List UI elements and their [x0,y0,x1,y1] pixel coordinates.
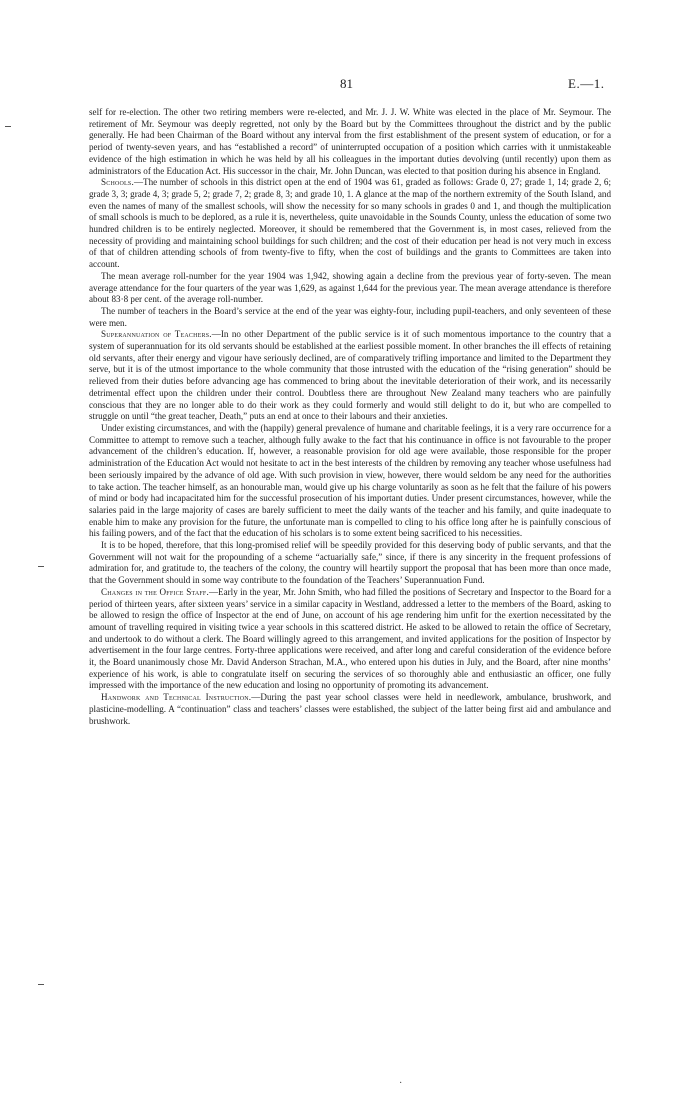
paragraph-text: —In no other Department of the public service is it of such momentous importance to the country that a system of superannuation for its old servants should be established at the earliest possible moment. In other branches the ill effects of retaining old servants, after their energy and vigour have seriously declined, are of comparatively trifling importance and limited to the Department they serve, but it is of the utmost importance to the whole community that those intrusted with the education of the “rising generation” should be relieved from their duties before advancing age has commenced to bring about the inevitable deterioration of their work, and its necessarily detrimental effect upon the children under their control. Doubtless there are throughout New Zealand many teachers who are painfully conscious that they are no longer able to do their work as they could formerly and would still delight to do it, but who are compelled to struggle on until “the great teacher, Death,” puts an end at once to their labours and their anxieties. [89,329,612,422]
footer-mark: · [399,1078,403,1089]
paragraph-continuation [89,107,611,177]
paragraph-superannuation [89,329,611,423]
paragraph-schools [89,177,611,271]
document-code: E.—1. [568,76,605,91]
paragraph-hoped-relief [89,540,611,587]
margin-mark [38,566,44,567]
paragraph-attendance [89,271,611,306]
paragraph-office-staff [89,587,611,692]
section-heading: Changes in the Office Staff. [101,586,209,597]
margin-mark [38,984,44,985]
section-heading: Superannuation of Teachers. [101,329,212,340]
paragraph-existing-circumstances [89,423,611,540]
section-heading: Handwork and Technical Instruction. [101,692,252,703]
paragraph-text: —Early in the year, Mr. John Smith, who had filled the positions of Secretary and Inspector to the Board for a period of thirteen years, after sixteen years’ service in a similar capacity in Westland, addressed a letter to the members of the Board, asking to be allowed to resign the office of Inspector at the end of June, on account of his age rendering him unfit for the exertion necessitated by the amount of travelling required in visiting twice a year schools in this scattered district. He asked to be allowed to retain the office of Secretary, and undertook to do without a clerk. The Board willingly agreed to this arrangement, and invited applications for the position of Inspector by advertisement in the four large centres. Forty-three applications were received, and after long and careful consideration of the evidence before it, the Board unanimously chose Mr. David Anderson Strachan, M.A., who entered upon his duties in July, and the Board, after nine months’ experience of his work, is able to congratulate itself on securing the services of so thoroughly able and enthusiastic an officer, one fully impressed with the importance of the new education and losing no opportunity of promoting its advancement. [89,586,611,691]
paragraph-handwork [89,692,611,727]
paragraph-text: The mean average roll-number for the year 1904 was 1,942, showing again a decline from the previous year of forty-seven. The mean average attendance for the four quarters of the year was 1,629, as against 1,644 for the previous year. The mean average attendance is therefore about 83·8 per cent. of the average roll-number. [89,270,611,305]
paragraph-text: —During the past year school classes were held in needlework, ambulance, brushwork, and plasticine-modelling. A “continuation” class and teachers’ classes were established, the subject of the latter being first aid and ambulance and brushwork. [89,692,611,726]
section-heading: Schools. [101,177,134,188]
margin-mark [5,126,11,127]
paragraph-text: —The number of schools in this district open at the end of 1904 was 61, graded as follows: Grade 0, 27; grade 1, 14; grade 2, 6; grade 3, 3; grade 4, 3; grade 5, 2; grade 7, 2; grade 8, 3; and grade 10, 1. A glance at the map of the northern extremity of the South Island, and even the names of many of the smallest schools, will show the necessity for so many schools in grades 0 and 1, and though the multiplication of small schools is much to be deplored, as a rule it is, nevertheless, quite unavoidable in the Sounds County, unless the education of some two hundred children is to be entirely neglected. Moreover, it should be remembered that the Government is, in most cases, relieved from the necessity of providing and maintaining school buildings for such children; and the cost of their education per head is not very much in excess of that of children attending schools of from twenty-five to fifty, when the cost of buildings and the grants to Committees are taken into account. [89,177,611,270]
paragraph-text: The number of teachers in the Board’s service at the end of the year was eighty-four, including pupil-teachers, and only seventeen of these were men. [89,305,611,328]
paragraph-text: self for re-election. The other two retiring members were re-elected, and Mr. J. J. W. White was elected in the place of Mr. Seymour. The retirement of Mr. Seymour was deeply regretted, not only by the Board but by the Committees throughout the district and by the public generally. He had been Chairman of the Board without any interval from the first establishment of the present system of education, or for a period of twenty-seven years, and has “established a record” of uninterrupted occupation of a position which carries with it unmistakeable evidence of the high estimation in which he was held by all his colleagues in the important duties devolving (until recently) upon them as administrators of the Education Act. His successor in the chair, Mr. John Duncan, was elected to that position during his absence in England. [89,107,611,176]
page-header [0,76,700,92]
page-number: 81 [340,76,353,91]
paragraph-text: It is to be hoped, therefore, that this long-promised relief will be speedily provided for this deserving body of public servants, and that the Government will not wait for the propounding of a scheme “actuarially safe,” since, if there is any sincerity in the frequent professions of admiration for, and gratitude to, the teachers of the colony, the country will heartily support the proposal that has been more than once made, that the Government should in some way contribute to the foundation of the Teachers’ Superannuation Fund. [89,540,611,586]
paragraph-text: Under existing circumstances, and with the (happily) general prevalence of humane and charitable feelings, it is a very rare occurrence for a Committee to attempt to remove such a teacher, although fully awake to the fact that his continuance in office is not favourable to the proper advancement of the children’s education. If, however, a reasonable provision for old age were available, those responsible for the proper administration of the Education Act would not hesitate to act in the best interests of the children by removing any teacher whose usefulness had been seriously impaired by the advance of old age. With such provision in view, however, there would seldom be any need for the authorities to take action. The teacher himself, as an honourable man, would give up his charge voluntarily as soon as he felt that the failure of his powers of mind or body had incapacitated him for the successful prosecution of his important duties. Under present circumstances, however, while the salaries paid in the large majority of cases are barely sufficient to meet the daily wants of the teacher and his family, and quite inadequate to enable him to make any provision for the future, the unfortunate man is compelled to cling to his office long after he is painfully conscious of his failing powers, and of the fact that the education of his scholars is to some extent being sacrificed to his necessities. [89,422,611,539]
body-text [89,107,611,727]
paragraph-teachers [89,306,611,329]
